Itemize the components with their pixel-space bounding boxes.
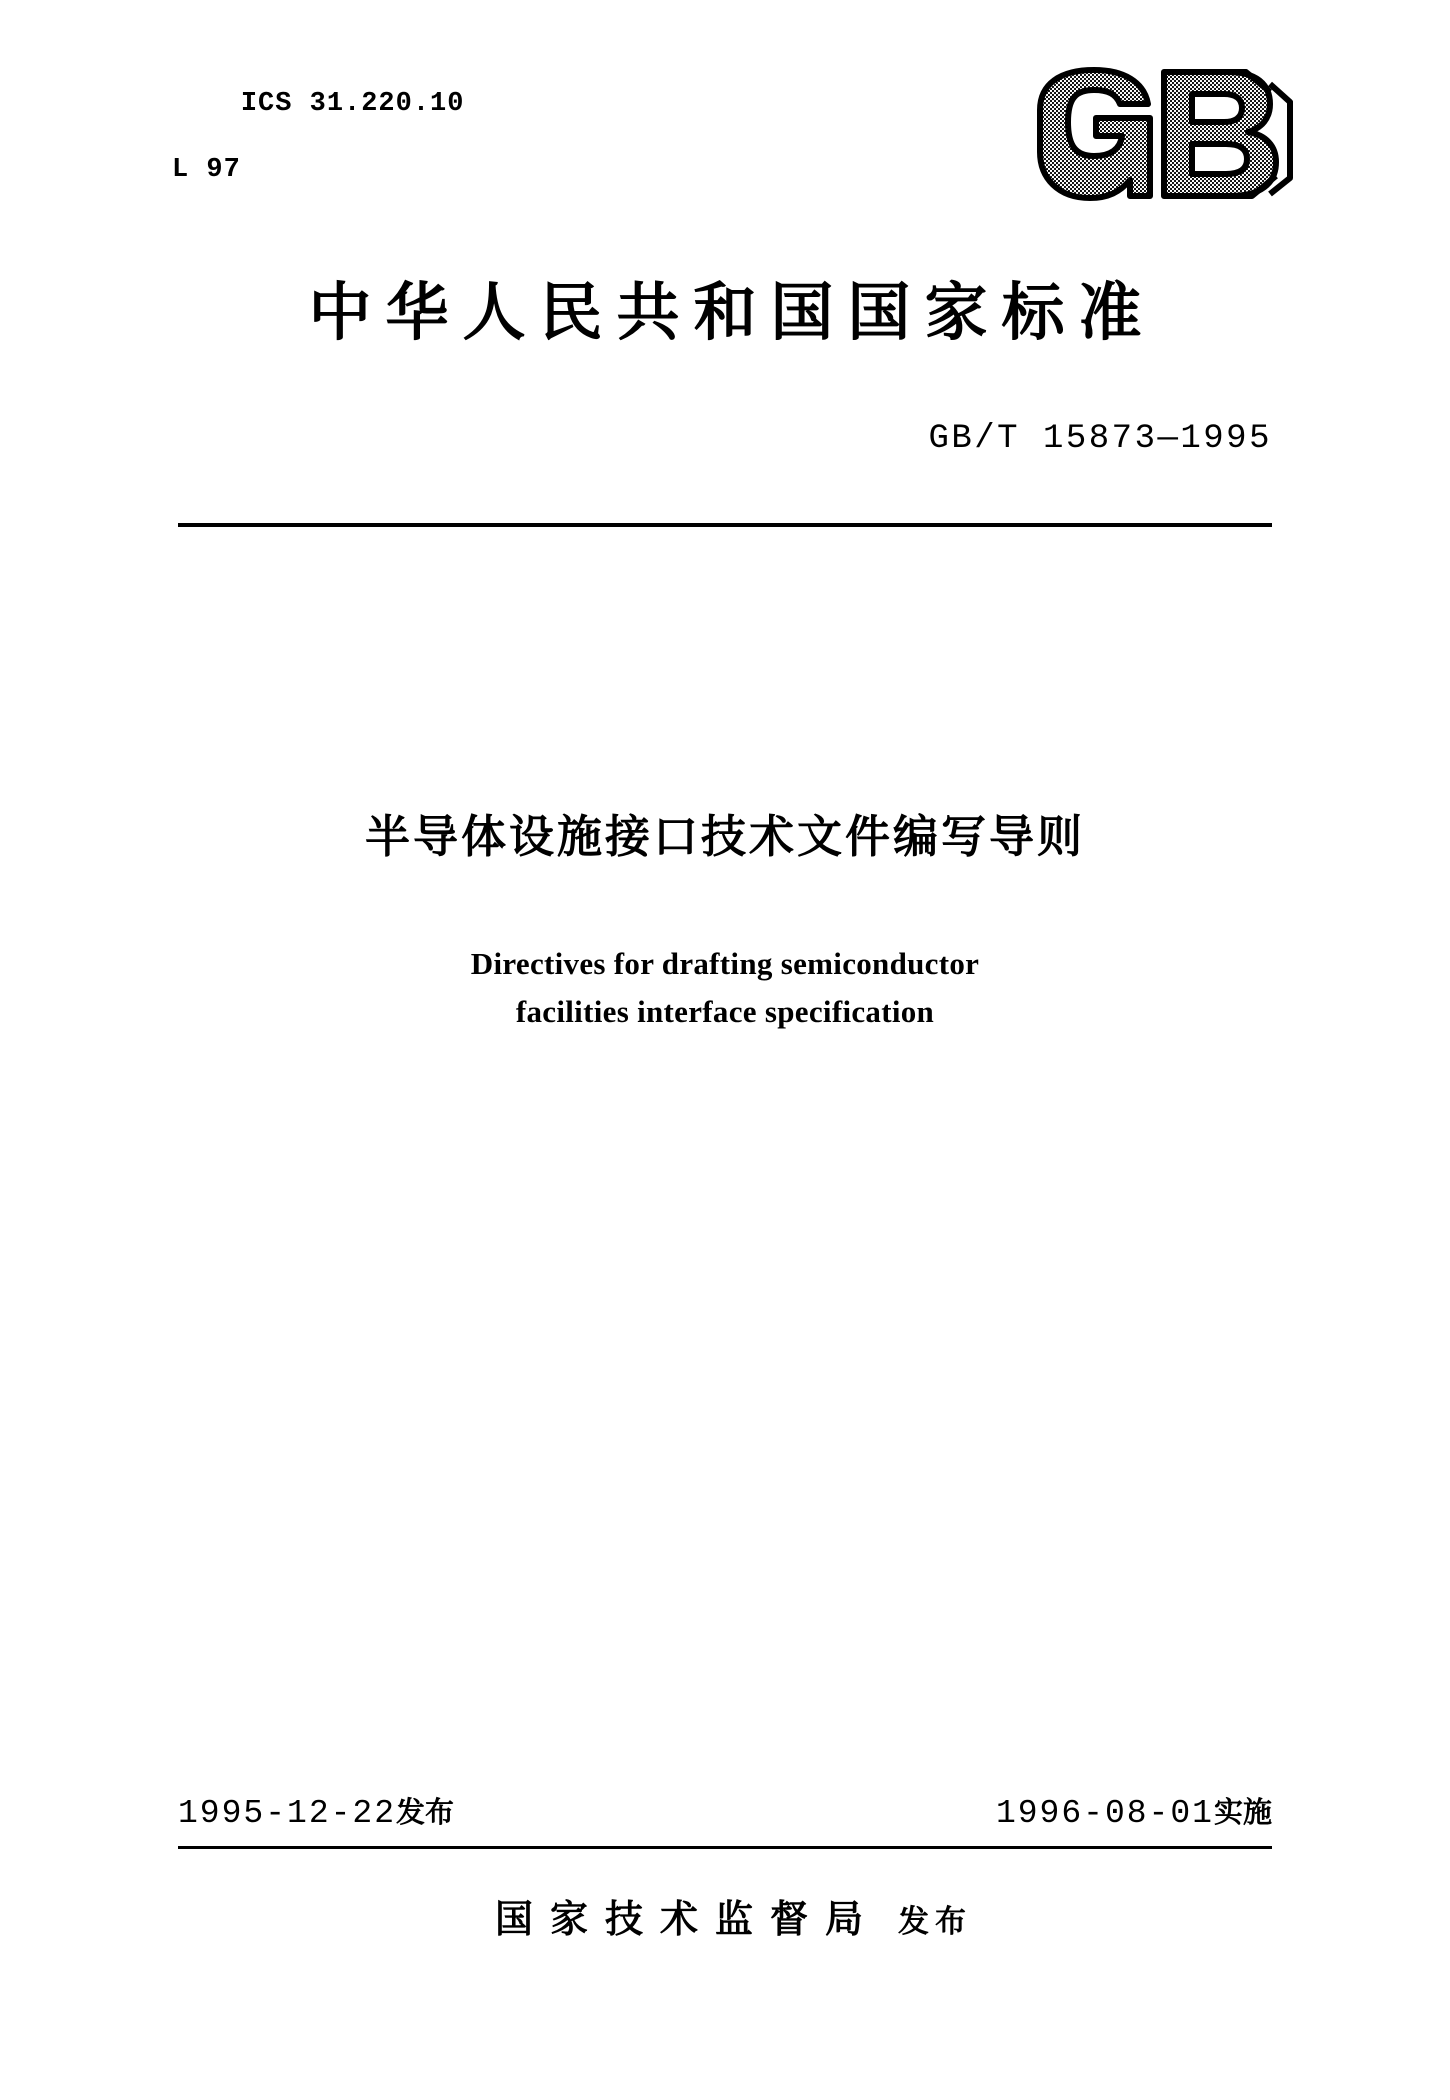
standard-number: GB/T 15873—1995 xyxy=(928,420,1272,458)
ccs-code: L 97 xyxy=(172,154,241,185)
ics-classification-block xyxy=(172,55,464,253)
gb-logo-icon xyxy=(1032,66,1302,201)
issue-date-value: 1995-12-22 xyxy=(178,1795,397,1832)
issuing-authority-label: 发布 xyxy=(898,1904,972,1940)
national-standard-header: 中华人民共和国国家标准 xyxy=(308,276,1156,349)
effective-date-label: 实施 xyxy=(1213,1795,1272,1829)
issuing-authority-name: 国家技术监督局 xyxy=(494,1897,880,1941)
document-title-chinese: 半导体设施接口技术文件编写导则 xyxy=(364,810,1085,863)
issue-date xyxy=(178,1790,454,1832)
dates-row xyxy=(178,1790,1272,1832)
effective-date xyxy=(996,1790,1272,1832)
document-title-english-line1: Directives for drafting semiconductor xyxy=(470,946,980,981)
document-title-english xyxy=(0,940,1450,1036)
issue-date-label: 发布 xyxy=(396,1795,455,1829)
footer-divider xyxy=(178,1846,1272,1849)
ics-code: ICS 31.220.10 xyxy=(240,88,465,119)
effective-date-value: 1996-08-01 xyxy=(995,1795,1214,1832)
header-divider xyxy=(178,523,1272,527)
issuing-authority xyxy=(0,1888,1450,1943)
document-title-english-line2: facilities interface specification xyxy=(515,994,935,1030)
